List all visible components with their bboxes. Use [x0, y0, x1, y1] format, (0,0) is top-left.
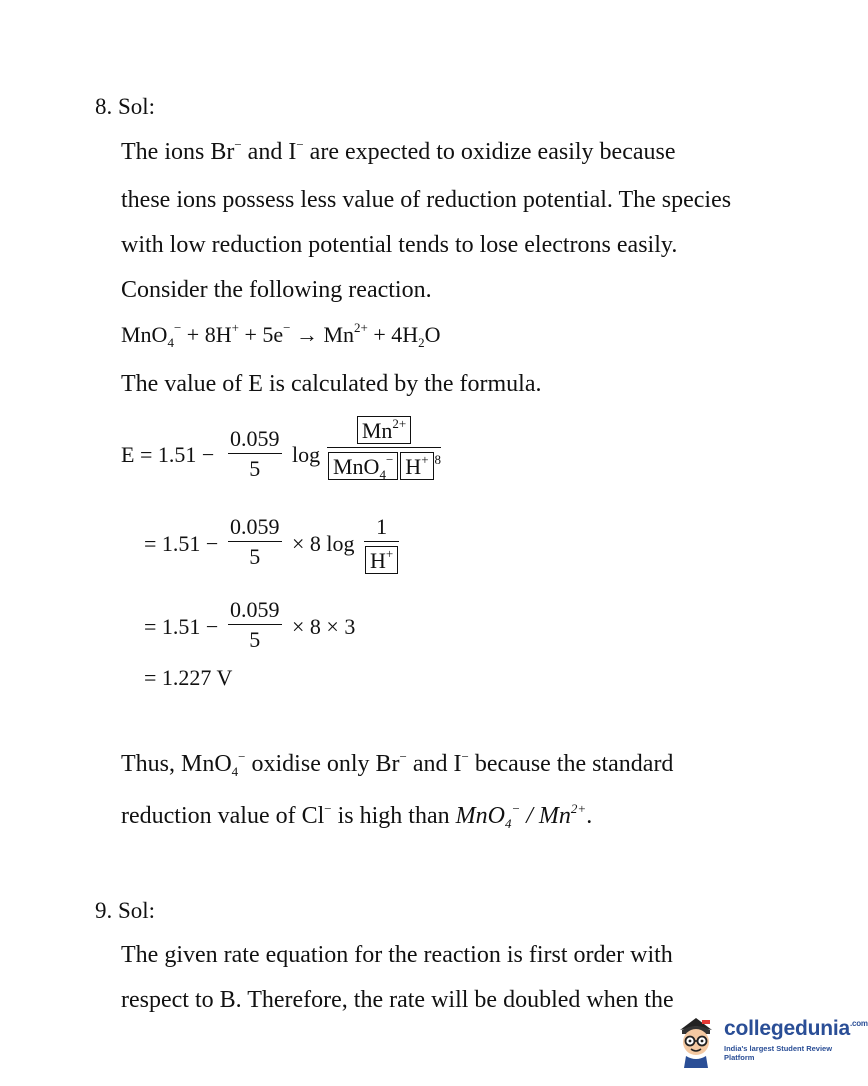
q9-heading: 9. Sol: [95, 898, 156, 923]
h-bracket: H+ [400, 452, 433, 480]
mno4-bracket: MnO$_4$− [328, 452, 398, 480]
conclusion-line-1: Thus, MnO$_4$− oxidise only Br− and I− because the standard [121, 749, 674, 779]
mn-bracket: $Mn^{2+}$ [357, 416, 411, 444]
eq3-fraction: 0.059 5 [230, 597, 280, 652]
eq2-mid: × 8 log [292, 531, 355, 556]
h-bracket-2: H+ [365, 546, 398, 574]
logo-wordmark: collegedunia$^{.com}$ [724, 1017, 868, 1040]
eq1-log-fraction: $Mn^{2+}$ MnO$_4$− H+ $^8$ [327, 416, 441, 480]
eq3-lhs: = 1.51 − [144, 614, 219, 639]
logo-tagline: India's largest Student Review Platform [724, 1044, 833, 1062]
formula-intro: The value of E is calculated by the formula. [121, 371, 542, 397]
eq2-fraction: 0.059 5 [230, 514, 280, 569]
eq4-result: = 1.227 V [144, 665, 233, 690]
q8-line-3: with low reduction potential tends to lose electrons easily. [121, 232, 678, 258]
q9-line-2: respect to B. Therefore, the rate will be doubled when the [121, 987, 674, 1013]
q8-line-1: The ions Br− and I− are expected to oxidize easily because [121, 137, 676, 165]
eq2-lhs: = 1.51 − [144, 531, 219, 556]
q8-heading: 8. Sol: [95, 94, 156, 119]
q9-line-1: The given rate equation for the reaction is first order with [121, 942, 673, 968]
q8-line-2: these ions possess less value of reduction potential. The species [121, 187, 732, 213]
mascot-icon [672, 1012, 720, 1068]
conclusion-line-2: reduction value of Cl− is high than $MnO_4^- / Mn^{2+}$. [121, 801, 593, 831]
eq2-log-fraction: 1 H+ [364, 516, 399, 574]
q8-line-4: Consider the following reaction. [121, 277, 432, 303]
eq1-log: log [292, 442, 321, 467]
reaction-equation: $MnO_4^- + 8H^+ + 5e^- \to Mn^{2+} + 4H_2O$ [121, 320, 441, 350]
eq1-fraction: 0.059 5 [230, 426, 280, 481]
eq3-rest: × 8 × 3 [292, 614, 356, 639]
collegedunia-logo[interactable] [672, 1012, 868, 1072]
eq1-lhs: E = 1.51 − [121, 442, 215, 467]
